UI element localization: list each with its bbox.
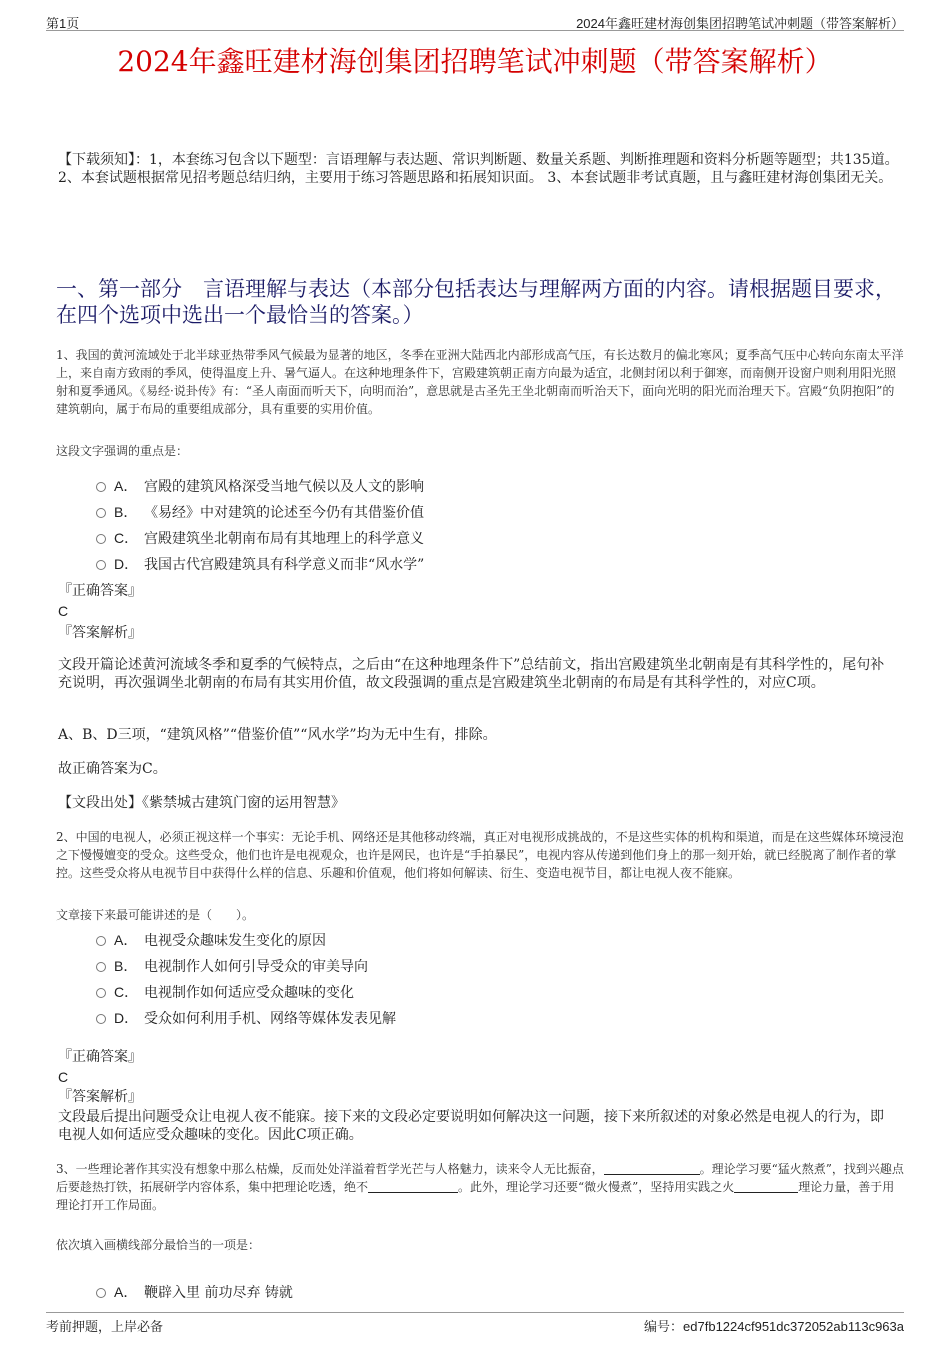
question-1-text: 1、我国的黄河流域处于北半球亚热带季风气候最为显著的地区，冬季在亚洲大陆西北内部形成高气压，有长达数月的偏北寒风；夏季高气压中心转向东南太平洋上，来自南方致雨的季风，使得温度上升、暑气逼人。在这种地理条件下，宫殿建筑朝正南方向最为适宜，北侧封闭以利于御寒，而南侧开设窗户则利用阳光照射和夏季通风。《易经·说卦传》有：“圣人南面而听天下，向明而治”，意思就是古圣先王坐北朝南而听治天下，面向光明的阳光而治理天下。宫殿“负阴抱阳”的建筑朝向，属于布局的重要组成部分，具有重要的实用价值。 [56,348,904,416]
question-2-option-c[interactable]: C． 电视制作如何适应受众趣味的变化 [96,982,354,1003]
fill-blank-3[interactable] [734,1180,798,1193]
radio-icon[interactable] [96,534,106,544]
radio-icon[interactable] [96,1014,106,1024]
document-title: 2024年鑫旺建材海创集团招聘笔试冲刺题（带答案解析） [117,45,833,78]
question-1-analysis: 文段开篇论述黄河流域冬季和夏季的气候特点，之后由“在这种地理条件下”总结前文，指出宫殿建筑坐北朝南是有其科学性的，尾句补充说明，再次强调坐北朝南的布局有其实用价值，故文段强调的重点是宫殿建筑坐北朝南的布局是有其科学性的，对应C项。 [58,657,885,691]
question-2-answer-label: 『正确答案』 [58,1049,142,1065]
question-1-conclusion: 故正确答案为C。 [58,761,167,777]
question-1-analysis-label: 『答案解析』 [58,625,142,641]
question-2-analysis-label: 『答案解析』 [58,1089,142,1105]
radio-icon[interactable] [96,962,106,972]
question-1-answer-label: 『正确答案』 [58,583,142,599]
question-2-analysis: 文段最后提出问题受众让电视人夜不能寐。接下来的文段必定要说明如何解决这一问题，接下来所叙述的对象必然是电视人的行为，即电视人如何适应受众趣味的变化。因此C项正确。 [58,1109,884,1143]
question-1-source: 【文段出处】《紫禁城古建筑门窗的运用智慧》 [58,795,345,811]
question-3-option-a[interactable]: A． 鞭辟入里 前功尽弃 铸就 [96,1282,293,1303]
question-2-answer: C [58,1069,69,1085]
page-number: 第1页 [46,16,80,31]
footer-code: 编号：ed7fb1224cf951dc372052ab113c963a [644,1319,904,1334]
question-1-option-b[interactable]: B． 《易经》中对建筑的论述至今仍有其借鉴价值 [96,502,424,523]
radio-icon[interactable] [96,988,106,998]
radio-icon[interactable] [96,1288,106,1298]
radio-icon[interactable] [96,560,106,570]
question-1-prompt: 这段文字强调的重点是： [56,444,189,458]
radio-icon[interactable] [96,936,106,946]
question-2-option-d[interactable]: D． 受众如何利用手机、网络等媒体发表见解 [96,1008,396,1029]
header-doc-title: 2024年鑫旺建材海创集团招聘笔试冲刺题（带答案解析） [576,16,904,31]
question-1-option-a[interactable]: A． 宫殿的建筑风格深受当地气候以及人文的影响 [96,476,424,497]
section-heading: 一、第一部分 言语理解与表达（本部分包括表达与理解两方面的内容。请根据题目要求，在四个选项中选出一个最恰当的答案。） [56,277,896,327]
fill-blank-1[interactable] [604,1162,700,1175]
download-notice: 【下载须知】：1，本套练习包含以下题型：言语理解与表达题、常识判断题、数量关系题、判断推理题和资料分析题等题型；共135道。 2、本套试题根据常见招考题总结归纳，主要用于练习答题思路和拓展知识面。 3、本套试题非考试真题，且与鑫旺建材海创集团无关。 [58,152,899,186]
page-header [46,10,904,31]
question-3-text: 3、一些理论著作其实没有想象中那么枯燥，反而处处洋溢着哲学光芒与人格魅力，读来令人无比振奋， 。理论学习要“猛火熬煮”，找到兴趣点后要趁热打铁，拓展研学内容体系，集中把理论吃透，绝不 。此外，理论学习还要“微火慢煮”，坚持用实践之火 理论力量，善于用理论打开工作局面。 [56,1162,904,1212]
question-1-answer: C [58,603,69,619]
question-1-analysis-2: A、B、D三项，“建筑风格”“借鉴价值”“风水学”均为无中生有，排除。 [58,727,497,743]
question-3-prompt: 依次填入画横线部分最恰当的一项是： [56,1238,261,1252]
fill-blank-2[interactable] [368,1180,458,1193]
radio-icon[interactable] [96,508,106,518]
question-1-option-c[interactable]: C． 宫殿建筑坐北朝南布局有其地理上的科学意义 [96,528,424,549]
footer-slogan: 考前押题，上岸必备 [46,1319,164,1334]
question-1-option-d[interactable]: D． 我国古代宫殿建筑具有科学意义而非“风水学” [96,554,424,575]
question-2-option-b[interactable]: B． 电视制作人如何引导受众的审美导向 [96,956,368,977]
page-footer [46,1312,904,1333]
radio-icon[interactable] [96,482,106,492]
question-2-option-a[interactable]: A． 电视受众趣味发生变化的原因 [96,930,326,951]
question-2-prompt: 文章接下来最可能讲述的是（ ）。 [56,908,255,922]
question-2-text: 2、中国的电视人，必须正视这样一个事实：无论手机、网络还是其他移动终端，真正对电视形成挑战的，不是这些实体的机构和渠道，而是在这些媒体环境浸泡之下慢慢嬗变的受众。这些受众，他们也许是电视观众，也许是网民，也许是“手拍暴民”，电视内容从传递到他们身上的那一刻开始，就已经脱离了制作者的掌控。这些受众将从电视节目中获得什么样的信息、乐趣和价值观，他们将如何解读、衍生、变造电视节目，都让电视人夜不能寐。 [56,830,904,880]
